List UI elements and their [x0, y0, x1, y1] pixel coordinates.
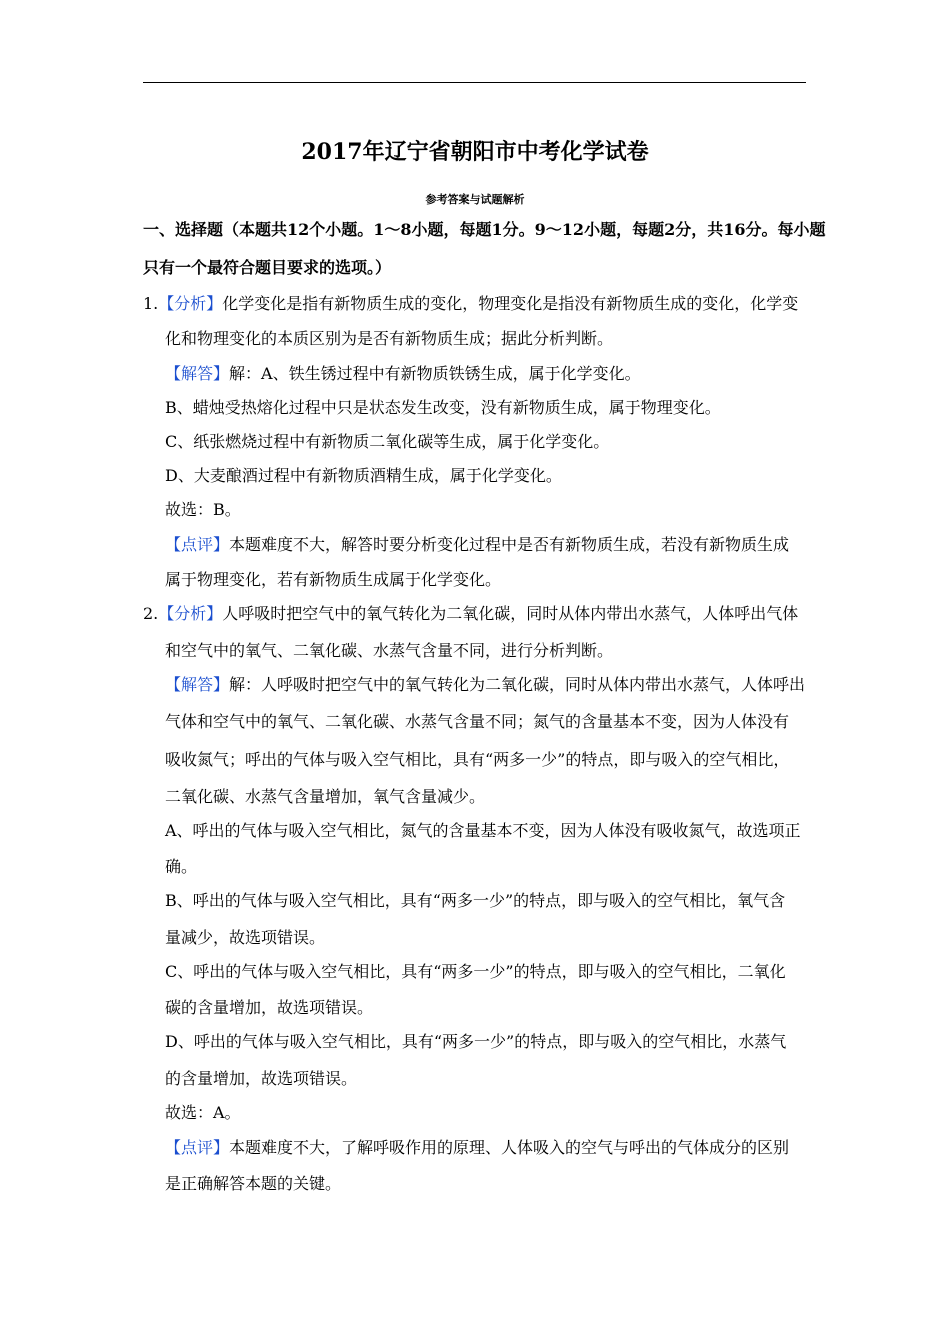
answer-text: 解：人呼吸时把空气中的氧气转化为二氧化碳，同时从体内带出水蒸气，人体呼出	[229, 675, 806, 694]
question-2-comment-cont: 是正确解答本题的关键。	[165, 1174, 342, 1193]
question-number: 2.	[143, 604, 159, 623]
page-title: 2017年辽宁省朝阳市中考化学试卷	[301, 139, 649, 165]
question-2-answer-line-3: 吸收氮气；呼出的气体与吸入空气相比，具有“两多一少”的特点，即与吸入的空气相比，	[165, 750, 790, 769]
question-2-option-a-cont: 确。	[165, 857, 198, 876]
question-2-option-b: B、呼出的气体与吸入空气相比，具有“两多一少”的特点，即与吸入的空气相比，氧气含	[165, 891, 786, 910]
comment-text: 本题难度不大，解答时要分析变化过程中是否有新物质生成，若没有新物质生成	[229, 535, 790, 554]
question-1-comment-cont: 属于物理变化，若有新物质生成属于化学变化。	[165, 570, 502, 589]
question-number: 1.	[143, 294, 159, 313]
comment-text: 本题难度不大，了解呼吸作用的原理、人体吸入的空气与呼出的气体成分的区别	[229, 1138, 790, 1157]
analysis-tag: 【分析】	[158, 294, 223, 313]
analysis-text: 人呼吸时把空气中的氧气转化为二氧化碳，同时从体内带出水蒸气，人体呼出气体	[222, 604, 799, 623]
question-1-comment	[165, 535, 789, 555]
question-2-answer-line-2: 气体和空气中的氧气、二氧化碳、水蒸气含量不同；氮气的含量基本不变，因为人体没有	[165, 712, 790, 731]
question-2-analysis-cont: 和空气中的氧气、二氧化碳、水蒸气含量不同，进行分析判断。	[165, 641, 614, 660]
question-1-answer-c: C、纸张燃烧过程中有新物质二氧化碳等生成，属于化学变化。	[165, 432, 610, 451]
question-2-option-d-cont: 的含量增加，故选项错误。	[165, 1069, 358, 1088]
analysis-tag: 【分析】	[158, 604, 223, 623]
section-heading-line-2: 只有一个最符合题目要求的选项。）	[143, 258, 392, 277]
question-2-choice: 故选：A。	[165, 1103, 241, 1122]
question-1-answer-d: D、大麦酿酒过程中有新物质酒精生成，属于化学变化。	[165, 466, 562, 485]
question-2-analysis	[143, 604, 798, 624]
question-1-analysis-cont: 化和物理变化的本质区别为是否有新物质生成；据此分析判断。	[165, 329, 614, 348]
question-1-answer	[165, 364, 641, 384]
question-2-option-a: A、呼出的气体与吸入空气相比，氮气的含量基本不变，因为人体没有吸收氮气，故选项正	[165, 821, 801, 840]
question-1-analysis	[143, 294, 798, 314]
question-1-choice: 故选：B。	[165, 500, 241, 519]
question-2-option-d: D、呼出的气体与吸入空气相比，具有“两多一少”的特点，即与吸入的空气相比，水蒸气	[165, 1032, 787, 1051]
section-heading-line-1: 一、选择题（本题共12个小题。1～8小题，每题1分。9～12小题，每题2分，共16分。每小题	[143, 220, 826, 239]
question-1-answer-b: B、蜡烛受热熔化过程中只是状态发生改变，没有新物质生成，属于物理变化。	[165, 398, 721, 417]
analysis-text: 化学变化是指有新物质生成的变化，物理变化是指没有新物质生成的变化，化学变	[222, 294, 799, 313]
question-2-comment	[165, 1138, 789, 1158]
question-2-option-b-cont: 量减少，故选项错误。	[165, 928, 326, 947]
question-2-answer	[165, 675, 805, 695]
comment-tag: 【点评】	[165, 535, 230, 554]
question-2-answer-line-4: 二氧化碳、水蒸气含量增加，氧气含量减少。	[165, 787, 486, 806]
question-2-option-c-cont: 碳的含量增加，故选项错误。	[165, 998, 374, 1017]
comment-tag: 【点评】	[165, 1138, 230, 1157]
answer-text: 解：A、铁生锈过程中有新物质铁锈生成，属于化学变化。	[229, 364, 641, 383]
answer-tag: 【解答】	[165, 364, 230, 383]
answer-tag: 【解答】	[165, 675, 230, 694]
question-2-option-c: C、呼出的气体与吸入空气相比，具有“两多一少”的特点，即与吸入的空气相比，二氧化	[165, 962, 786, 981]
header-rule	[143, 82, 806, 83]
page-subtitle: 参考答案与试题解析	[425, 193, 525, 206]
